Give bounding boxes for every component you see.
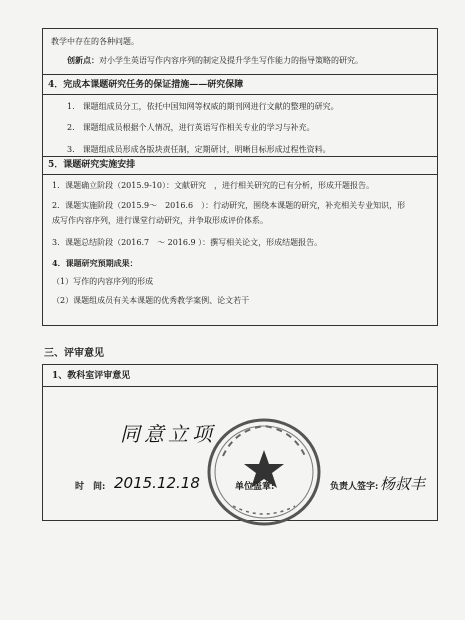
time-label: 时 间: <box>75 482 106 492</box>
innovation-line <box>67 55 363 66</box>
section4-item-2: 2. 课题组成员根据个人情况，进行英语写作相关专业的学习与补充。 <box>67 123 315 132</box>
divider <box>42 174 438 175</box>
section4-title: 4．完成本课题研究任务的保证措施——研究保障 <box>48 80 244 90</box>
handwritten-signature: 杨叔丰 <box>380 475 426 493</box>
innovation-text: 对小学生英语写作内容序列的制定及提升学生写作能力的指导策略的研究。 <box>99 56 363 65</box>
handwritten-opinion: 同意立项 <box>120 422 216 446</box>
divider <box>42 74 438 75</box>
review-title: 1、教科室评审意见 <box>52 371 131 381</box>
section5-line-4: 3．课题总结阶段（2016.7 ～ 2016.9 ）：撰写相关论文，形成结题报告。 <box>52 238 323 247</box>
section5-line-5: 4．课题研究预期成果： <box>52 258 138 268</box>
review-date: 2015.12.18 <box>114 474 200 492</box>
section5-line-1: 1．课题确立阶段（2015.9-10）：文献研究 ，进行相关研究的已有分析，形成开题报告。 <box>52 181 374 190</box>
divider <box>42 94 438 95</box>
section5-line-3: 成写作内容序列，进行课堂行动研究，并争取形成评价体系。 <box>52 216 268 225</box>
section4-item-1: 1. 课题组成员分工，依托中国知网等权威的期刊网进行文献的整理的研究。 <box>67 102 339 111</box>
innovation-label: 创新点： <box>67 55 99 65</box>
section5-line-6: （1）写作的内容序列的形成 <box>52 277 154 286</box>
unit-seal-label: 单位盖章: <box>235 482 275 492</box>
section3-title: 三、评审意见 <box>44 348 104 359</box>
section4-item-3: 3. 课题组成员形成各版块责任制，定期研讨，明晰目标形成过程性资料。 <box>67 145 331 154</box>
divider <box>42 386 438 387</box>
official-seal <box>205 416 323 528</box>
section5-line-2: 2．课题实施阶段（2015.9～ 2016.6 ）：行动研究，围绕本课题的研究，补充相关专业知识，形 <box>52 201 406 210</box>
section5-line-7: （2）课题组成员有关本课题的优秀教学案例、论文若干 <box>52 296 250 305</box>
upper-line-1: 教学中存在的各种问题。 <box>51 37 139 46</box>
signer-label: 负责人签字: <box>330 482 379 492</box>
divider <box>42 156 438 157</box>
section5-title: 5．课题研究实施安排 <box>48 160 136 170</box>
